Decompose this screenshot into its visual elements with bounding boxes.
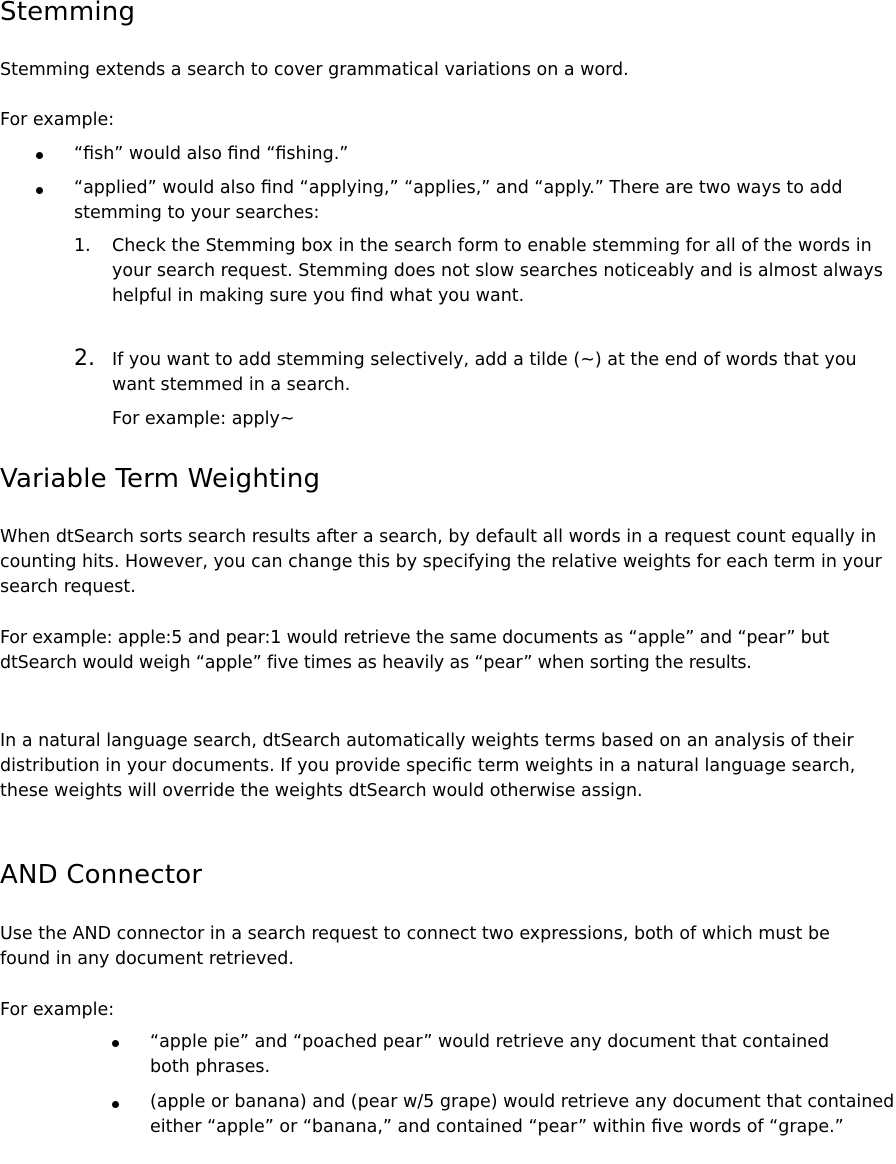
- weighting-paragraph: In a natural language search, dtSearch automatically weights terms based on an analysis of their distribution in your documents. If you provide specific term weights in a natural language search, these weights will override the weights dtSearch would otherwise assign.: [0, 731, 856, 801]
- step-example: For example: apply~: [112, 409, 295, 429]
- heading-stemming: Stemming: [0, 0, 136, 27]
- bullet-dot-icon: [36, 152, 43, 159]
- step-number: 1.: [74, 236, 91, 256]
- bullet-dot-icon: [36, 187, 43, 194]
- heading-and-connector: AND Connector: [0, 860, 203, 890]
- list-item: “apple pie” and “poached pear” would retrieve any document that contained both phrases.: [150, 1032, 830, 1077]
- bullet-dot-icon: [112, 1101, 119, 1108]
- list-item: “fish” would also find “fishing.”: [74, 144, 349, 164]
- list-item: If you want to add stemming selectively, add a tilde (~) at the end of words that you want stemmed in a search.: [112, 350, 857, 395]
- step-number: 2.: [74, 346, 95, 371]
- bullet-dot-icon: [112, 1040, 119, 1047]
- list-item: (apple or banana) and (pear w/5 grape) would retrieve any document that contained either “apple” or “banana,” and contained “pear” within five words of “grape.”: [150, 1092, 895, 1137]
- stemming-intro: Stemming extends a search to cover grammatical variations on a word.: [0, 60, 629, 80]
- weighting-example-paragraph: For example: apple:5 and pear:1 would retrieve the same documents as “apple” and “pear” but dtSearch would weigh “apple” five times as heavily as “pear” when sorting the results.: [0, 628, 830, 673]
- list-item: “applied” would also find “applying,” “applies,” and “apply.” There are two ways to add stemming to your searches:: [74, 178, 843, 223]
- and-connector-for-example: For example:: [0, 1000, 115, 1020]
- list-item: Check the Stemming box in the search form to enable stemming for all of the words in your search request. Stemming does not slow searches noticeably and is almost always helpful in making sure you find what you want.: [112, 236, 883, 306]
- weighting-paragraph: When dtSearch sorts search results after a search, by default all words in a request count equally in counting hits. However, you can change this by specifying the relative weights for each term in your search request.: [0, 527, 882, 597]
- heading-variable-term-weighting: Variable Term Weighting: [0, 464, 321, 494]
- and-connector-intro: Use the AND connector in a search request to connect two expressions, both of which must be found in any document retrieved.: [0, 924, 830, 969]
- stemming-for-example: For example:: [0, 110, 115, 130]
